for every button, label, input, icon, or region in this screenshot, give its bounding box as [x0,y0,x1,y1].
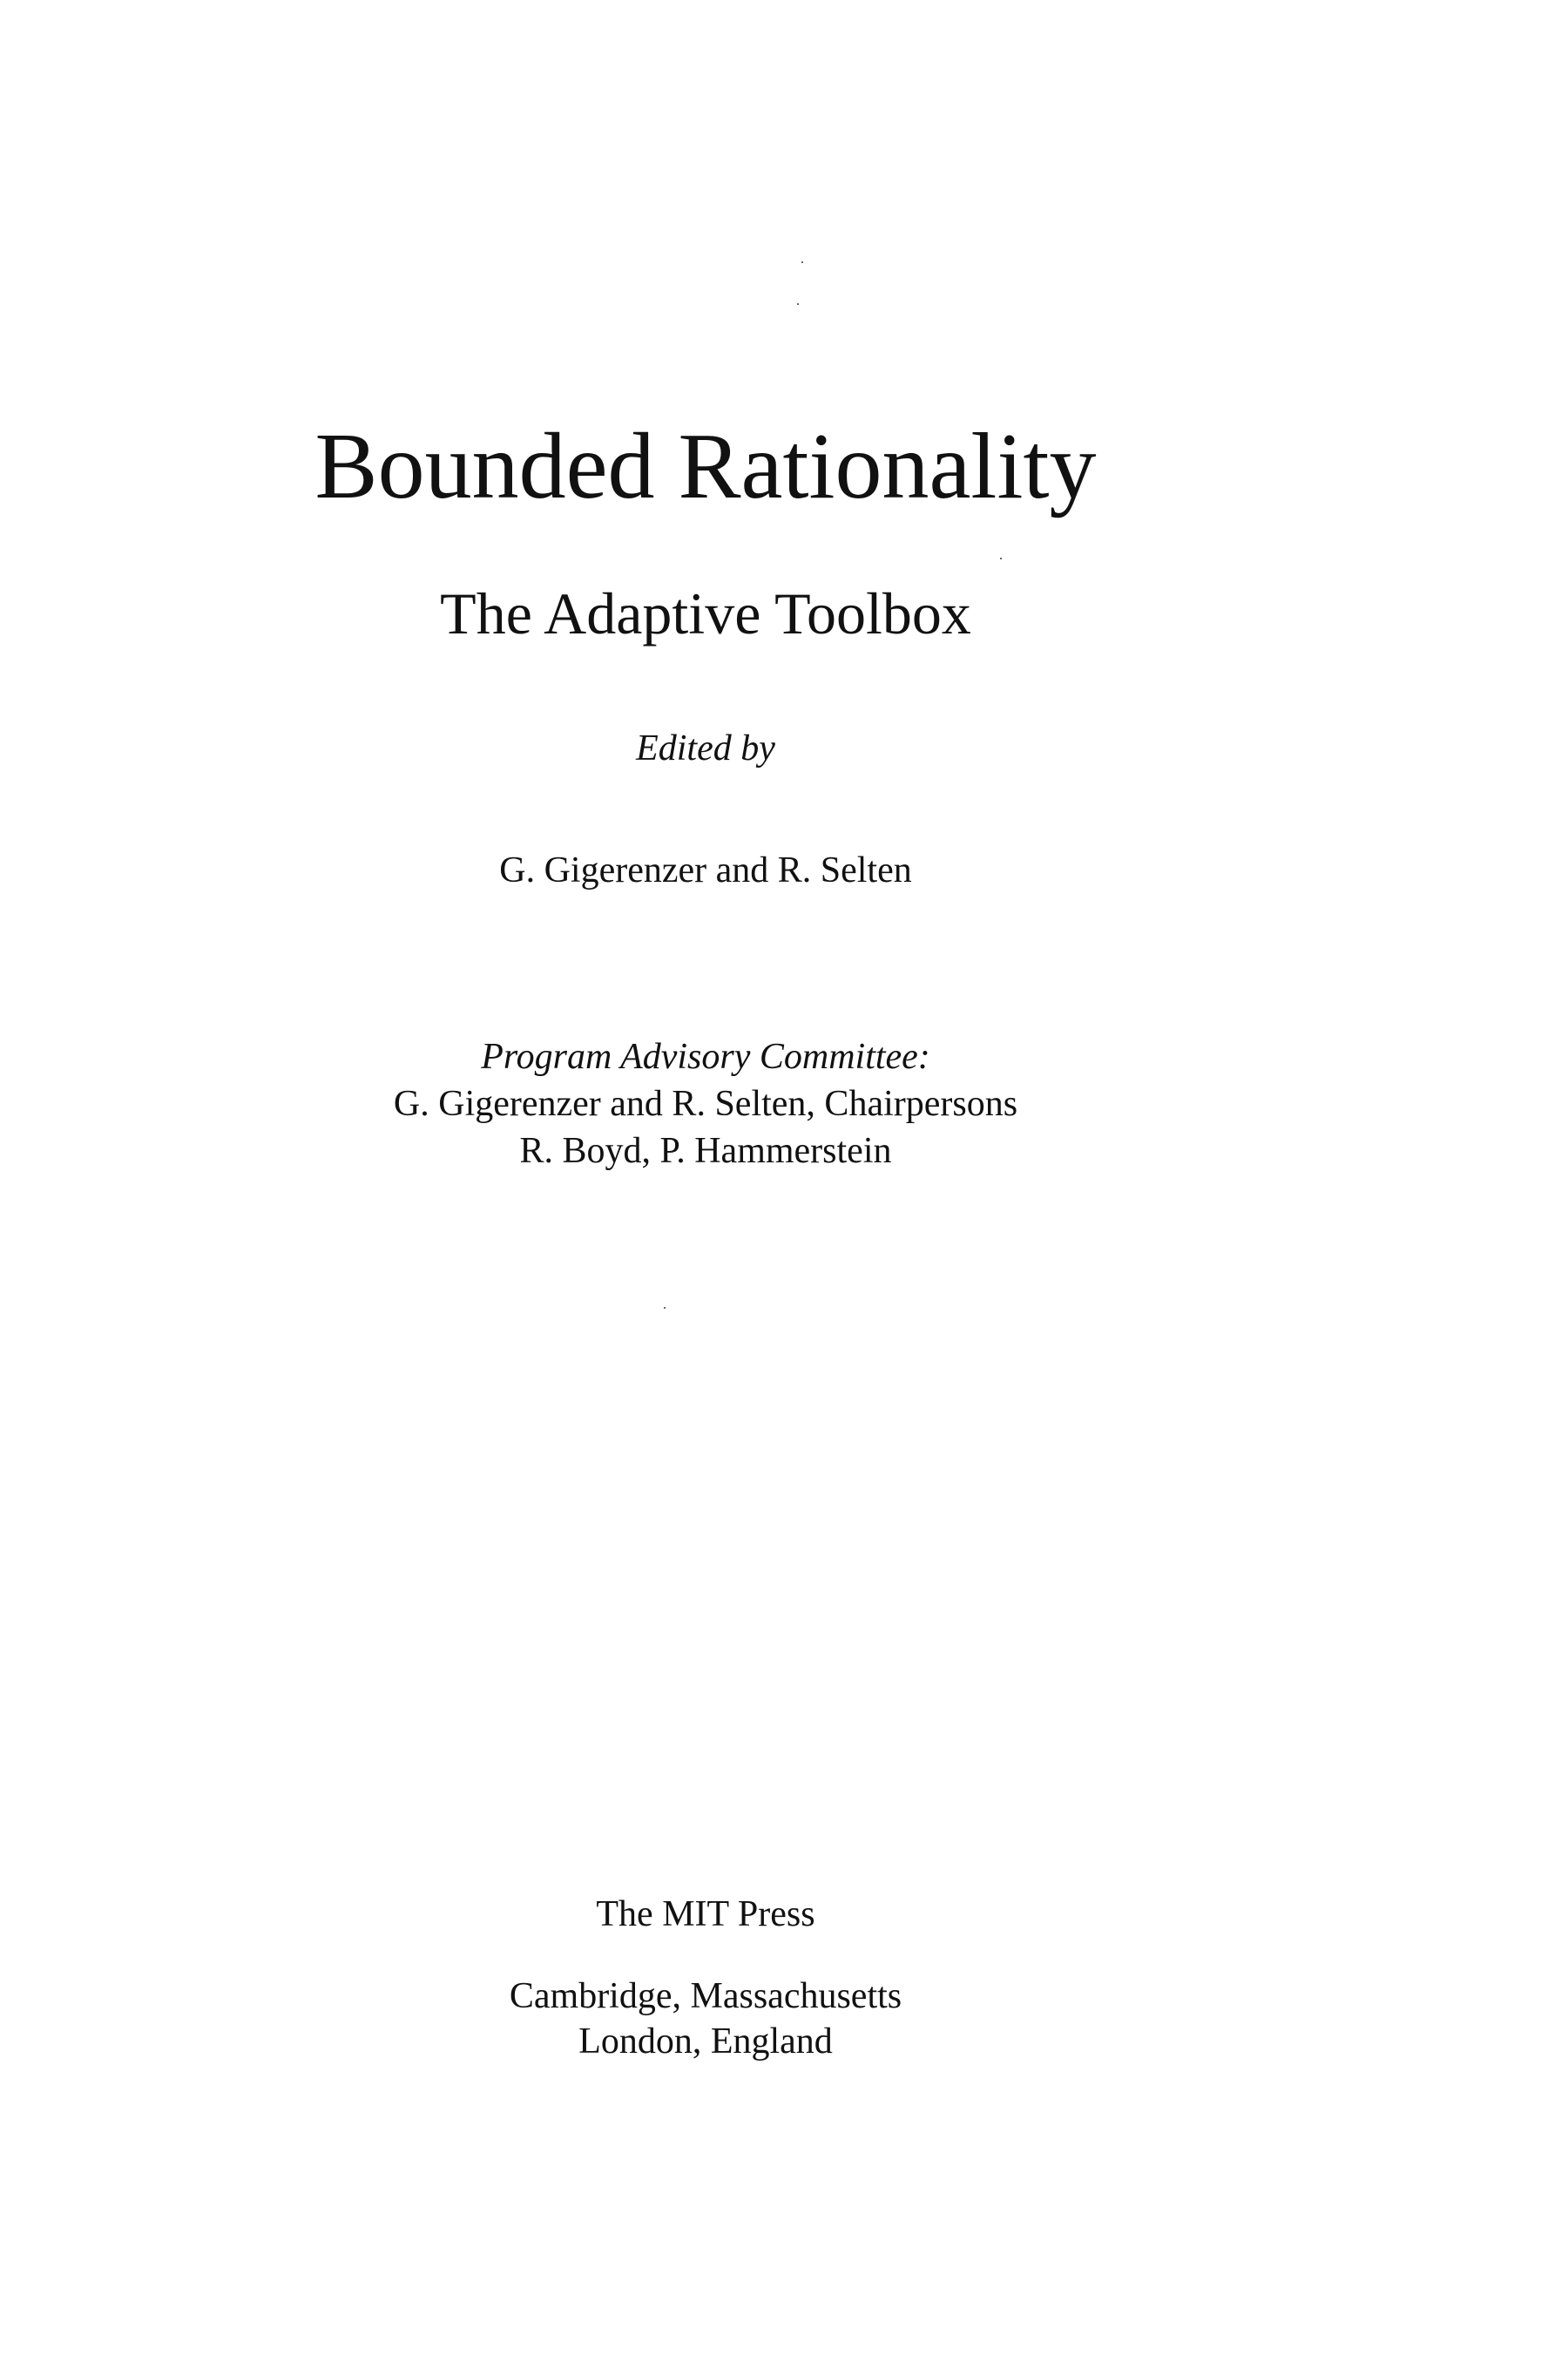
publisher-city-line-1: Cambridge, Massachusetts [509,1976,902,2016]
publisher-name: The MIT Press [596,1894,815,1934]
committee-heading: Program Advisory Committee: [481,1037,930,1077]
scan-speck [801,261,803,263]
scan-speck [1000,558,1002,559]
book-title: Bounded Rationality [314,415,1097,518]
editors: G. Gigerenzer and R. Selten [499,850,912,890]
publisher-city-line-2: London, England [578,2021,833,2062]
scan-speck [664,1307,666,1309]
committee-members: R. Boyd, P. Hammerstein [519,1131,892,1171]
committee-chairpersons: G. Gigerenzer and R. Selten, Chairpersons [393,1084,1018,1124]
book-subtitle: The Adaptive Toolbox [440,580,971,647]
edited-by-label: Edited by [636,728,775,768]
scan-speck [797,303,799,305]
